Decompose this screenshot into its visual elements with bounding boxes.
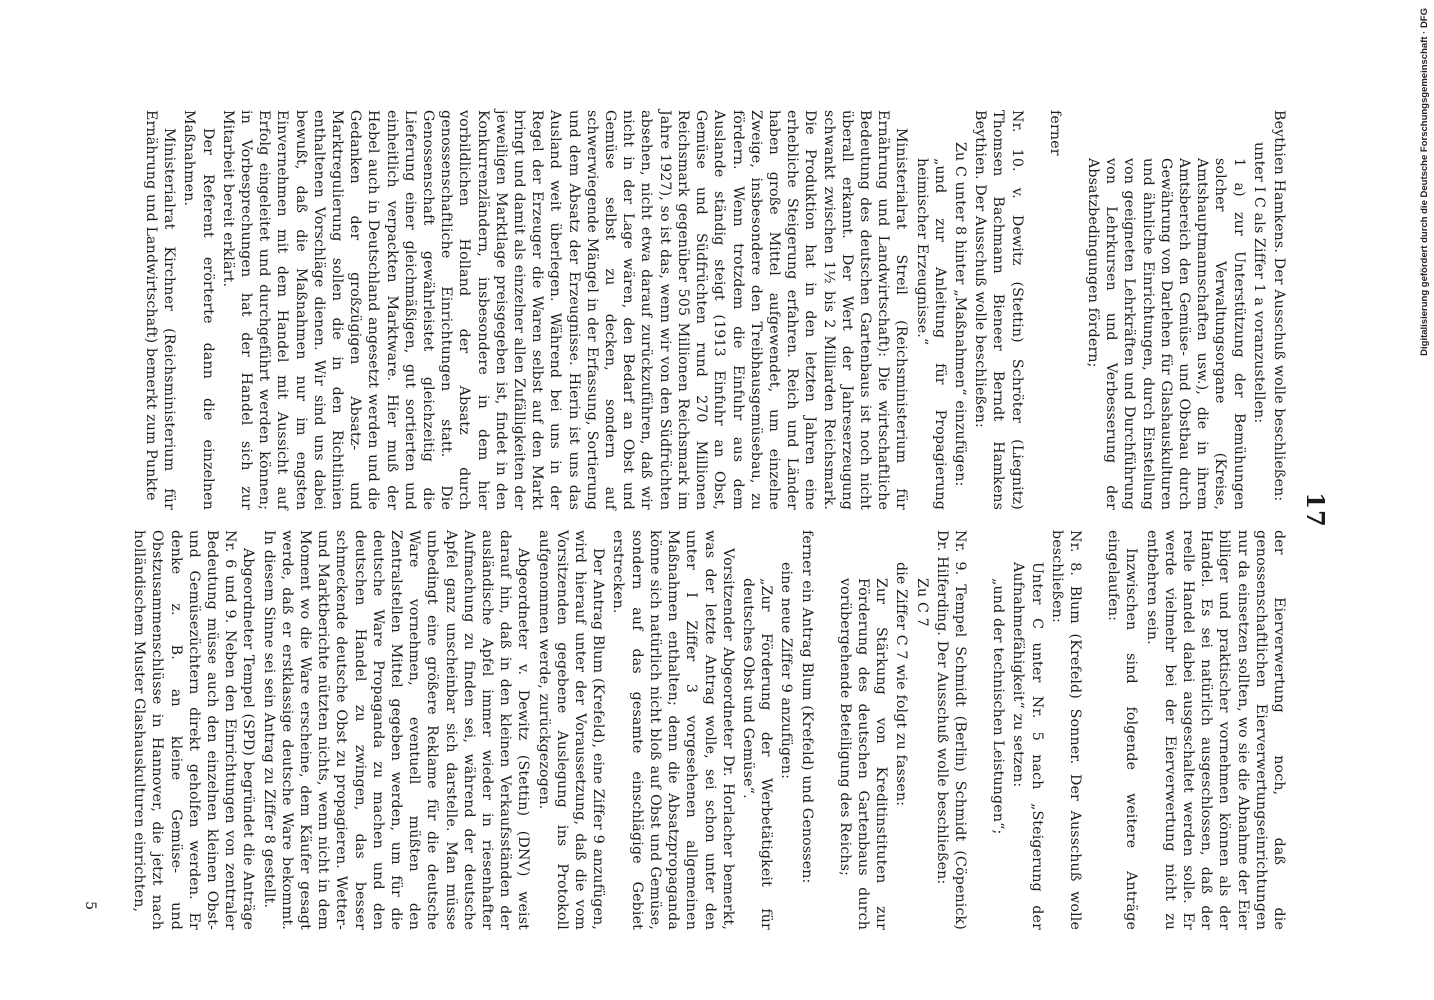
credit-strip bbox=[1412, 0, 1434, 1000]
paragraph: Der Referent erörterte dann die einzelnen Maßnahmen. bbox=[181, 110, 216, 510]
page-number: 17 bbox=[1301, 492, 1330, 528]
paragraph: Beythien Hamkens. Der Ausschuß wolle beschließen: bbox=[1271, 110, 1287, 502]
paragraph: Zu C unter 8 hinter „Maßnahmen“ einzufügen: bbox=[951, 142, 968, 487]
paragraph: Abgeordneter v. Dewitz (Stettin) (DNV) weist darauf hin, daß in den kleinen Verkaufsständen der ausländische Apfel immer wieder in riesenhafter Aufmachung zu finden sei, während der deutsche Apfel ganz unscheinbar sich darstelle. Man müsse unbedingt eine größere Reklame für die deutsche Ware vornehmen, eventuell müßten den Zentralstellen Mittel gegeben werden, um für die deutsche Ware Propaganda zu machen und den deutschen Handel zu zwingen, das besser schmeckende deutsche Obst zu propagieren. Wetter- und Marktberichte nützten nichts, wenn nicht in dem Moment wo die Ware erscheine, dem Käufer gesagt werde, daß er erstklassige deutsche Ware bekommt. In diesem Sinne sei sein Antrag zu Ziffer 8 gestellt. bbox=[260, 530, 532, 930]
paragraph: „und der technischen Leistungen“; bbox=[990, 578, 1007, 835]
paragraph: Zur Stärkung von Kreditinstituten zur Förderung des deutschen Gartenbaus durch vorübergehende Beteiligung des Reichs; bbox=[836, 578, 890, 930]
paragraph: Zu C 7 bbox=[913, 578, 930, 627]
paragraph: ferner bbox=[1046, 110, 1063, 156]
credit-line bbox=[1419, 8, 1430, 356]
motion-heading: Nr. 10. v. Dewitz (Stettin) Schröter (Liegnitz) Thomsen Bachmann Bieneer Berndt Hamkens Beythien. Der Ausschuß wolle beschließen: bbox=[972, 110, 1025, 510]
paragraph: unter I C als Ziffer 1 a voranzustellen: bbox=[1250, 142, 1267, 424]
left-column bbox=[140, 110, 1288, 510]
paragraph: Abgeordneter Tempel (SPD) begründet die Anträge Nr. 6 und 9. Neben den Einrichtungen von zentraler Bedeutung müsse auch den einzelnen kleinen Obst- und Gemüsezüchtern direkt geholfen werden. Er denke z. B. an kleine Gemüse- und Obstzusammenschlüsse in Hannover, die jetzt nach holländischem Muster Glashauskulturen einrichten, bbox=[131, 530, 257, 930]
paragraph: der Eierverwertung noch, daß die genossenschaftlichen Eierverwertungseinrichtungen nur da einsetzen sollten, wo sie die Abnahme der Eier billiger und praktischer vornehmen können als der Handel. Es sei natürlich ausgeschlossen, daß der reelle Handel dabei ausgeschaltet werden solle. Er werde vielmehr bei der Eierverwertung nicht zu entbehren sein. bbox=[1143, 530, 1287, 930]
footer-number: 5 bbox=[82, 901, 98, 910]
paragraph: 1 a) zur Unterstützung der Bemühungen solcher Verwaltungsorgane (Kreise, Amtshauptmannschaften usw.), die in ihrem Amtsbereich den Gemüse- und Obstbau durch Gewährung von Darlehen für Glashauskulturen und ähnliche Einrichtungen, durch Einstellung von geeigneten Lehrkräften und Durchführung von Lehrkursen und Verbesserung der Absatzbedingungen fördern; bbox=[1084, 158, 1247, 510]
paragraph: „Zur Förderung der Werbetätigkeit für deutsches Obst und Gemüse“. bbox=[739, 578, 775, 930]
paragraph: Vorsitzender Abgeordneter Dr. Horlacher bemerkt, was der letzte Antrag wolle, sei schon unter den unter I Ziffer 3 vorgesehenen allgemeinen Maßnahmen enthalten; denn die Absatzpropaganda könne sich natürlich nicht bloß auf Obst und Gemüse, sondern auf das gesamte einschlägige Gebiet erstrecken. bbox=[610, 530, 736, 930]
paragraph: eine neue Ziffer 9 anzufügen: bbox=[778, 562, 795, 780]
paragraph: Ministerialrat Kirchner (Reichsministerium für Ernährung und Landwirtschaft) bemerkt zum Punkte bbox=[143, 110, 178, 510]
rotated-page-content bbox=[58, 80, 1348, 940]
paragraph: die Ziffer C 7 wie folgt zu fassen: bbox=[893, 562, 910, 807]
scanned-page bbox=[58, 80, 1348, 940]
paragraph: Der Antrag Blum (Krefeld), eine Ziffer 9 anzufügen, wird hierauf unter der Voraussetzung, daß die vom Vorsitzenden gegebene Auslegung ins Protokoll aufgenommen werde, zurückgezogen. bbox=[535, 530, 607, 930]
motion-heading: Nr. 9. Tempel Schmidt (Berlin) Schmidt (Cöpenick) Dr. Hilferding. Der Ausschuß wolle beschließen: bbox=[933, 530, 968, 930]
paragraph: „und zur Anleitung für Propagierung heimischer Erzeugnisse.“ bbox=[913, 158, 948, 510]
credit-text: Digitalisierung gefördert durch die Deutsche Forschungsgemeinschaft · DFG bbox=[1419, 8, 1430, 356]
right-column bbox=[128, 530, 1288, 930]
paragraph: Unter C unter Nr. 5 nach „Steigerung der Aufnahmefähigkeit“ zu setzen: bbox=[1010, 562, 1045, 930]
paragraph: Ministerialrat Streil (Reichsministerium für Ernährung und Landwirtschaft): Die wirtschaftliche Bedeutung des deutschen Gartenbaus ist noch nicht überall erkannt. Der Wert der Jahreserzeugung schwankt zwischen 1½ bis 2 Milliarden Reichsmark. Die Produktion hat in den letzten Jahren eine erhebliche Steigerung erfahren. Reich und Länder haben große Mittel aufgewendet, um einzelne Zweige, insbesondere den Treibhausgemüsebau, zu fördern. Wenn trotzdem die Einfuhr aus dem Auslande ständig steigt (1913 Einfuhr an Obst, Gemüse und Südfrüchten rund 270 Millionen Reichsmark gegenüber 505 Millionen Reichsmark im Jahre 1927), so ist das, wenn wir von den Südfrüchten absehen, nicht etwa darauf zurückzuführen, daß wir nicht in der Lage wären, den Bedarf an Obst und Gemüse selbst zu decken, sondern auf schwerwiegende Mängel in der Erfassung, Sortierung und dem Absatz der Erzeugnisse. Hierin ist uns das Ausland weit überlegen. Während bei uns in der Regel der Erzeuger die Waren selbst auf den Markt bringt und damit als einzelner allen Zufälligkeiten der jeweiligen Marktlage preisgegeben ist, findet in den Konkurrenzländern, insbesondere in dem hier vorbildlichen Holland der Absatz durch genossenschaftliche Einrichtungen statt. Die Genossenschaft gewährleistet gleichzeitig die Lieferung einer gleichmäßigen, gut sortierten und einheitlich verpackten Marktware. Hier muß der Hebel auch in Deutschland angesetzt werden und die Gedanken der großzügigen Absatz- und Marktregulierung sollen die in den Richtlinien enthaltenen Vorschläge dienen. Wir sind uns dabei bewußt, daß die Maßnahmen nur im engsten Einvernehmen mit dem Handel mit Aussicht auf Erfolg eingeleitet und durchgeführt werden können; in Vorbesprechungen hat der Handel sich zur Mitarbeit bereit erklärt. bbox=[219, 110, 910, 510]
paragraph: Inzwischen sind folgende weitere Anträge eingelaufen: bbox=[1105, 530, 1140, 930]
paragraph: ferner ein Antrag Blum (Krefeld) und Genossen: bbox=[798, 530, 815, 884]
motion-heading: Nr. 8. Blum (Krefeld) Sonner. Der Ausschuß wolle beschließen: bbox=[1048, 530, 1083, 930]
